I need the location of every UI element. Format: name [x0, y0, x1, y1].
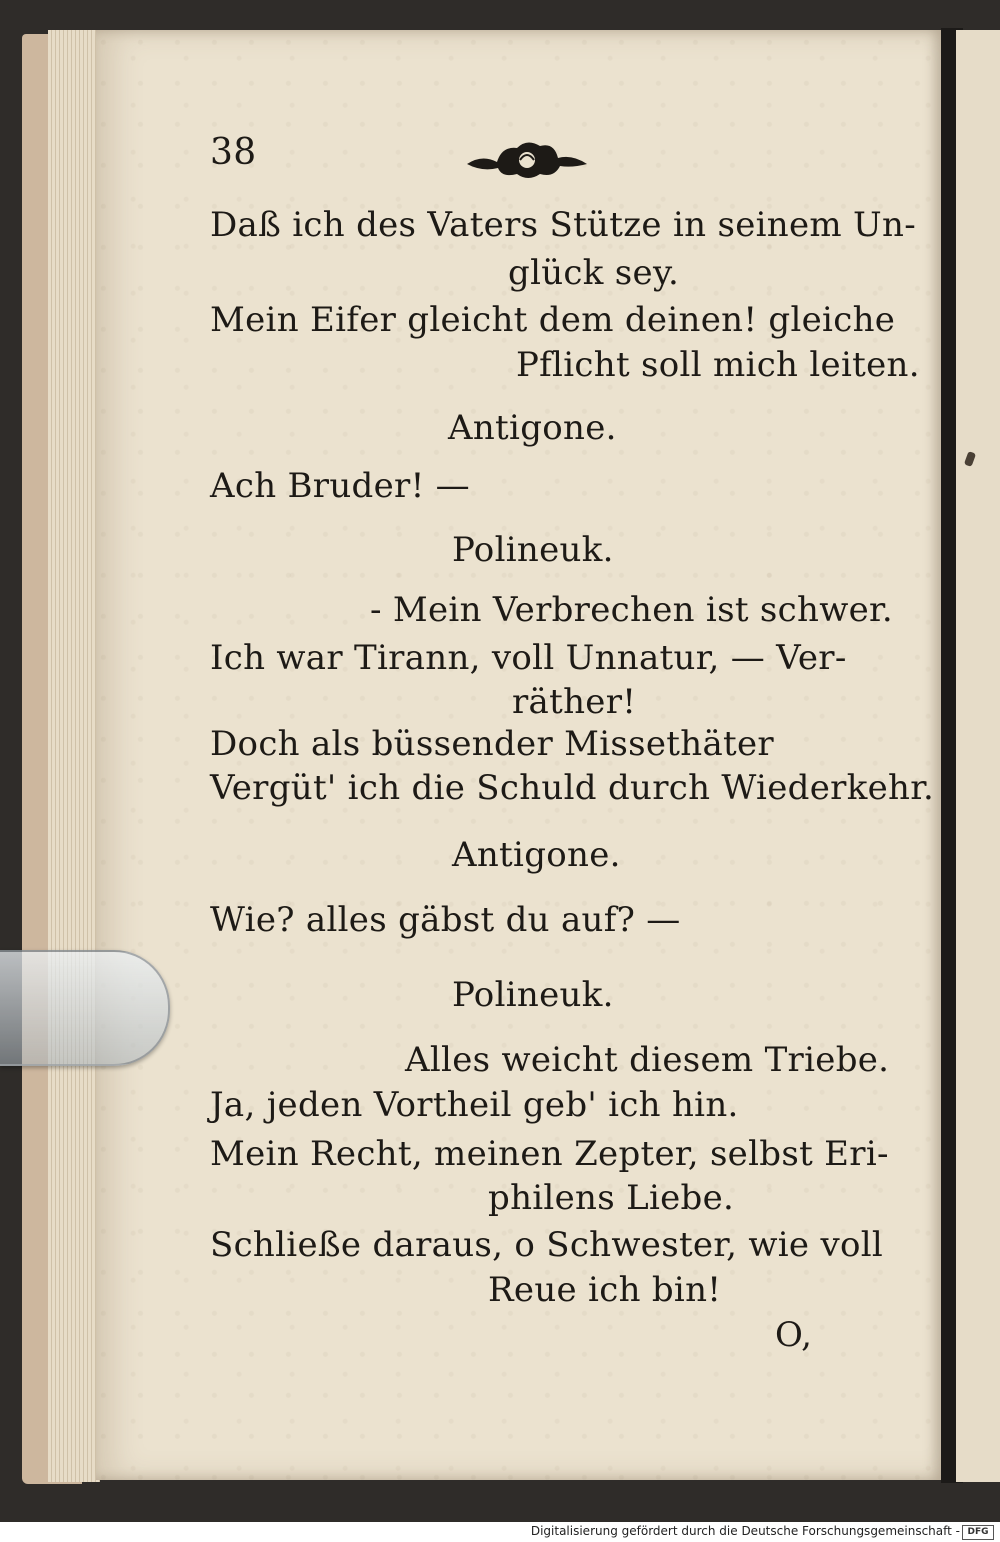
- verse-line: räther!: [512, 682, 637, 722]
- verse-line: Mein Eifer gleicht dem deinen! gleiche: [210, 300, 896, 340]
- footer-credit: Digitalisierung gefördert durch die Deutsche Forschungsgemeinschaft -: [530, 1524, 960, 1538]
- verse-line: Vergüt' ich die Schuld durch Wiederkehr.: [210, 768, 935, 808]
- footer-bar: [0, 1522, 1000, 1542]
- speaker-name: Polineuk.: [452, 530, 614, 570]
- verse-line: Schließe daraus, o Schwester, wie voll: [210, 1225, 884, 1265]
- page-edges: [48, 30, 100, 1482]
- printer-ornament-icon: [462, 134, 592, 184]
- speaker-name: Antigone.: [452, 835, 621, 875]
- verse-line: Wie? alles gäbst du auf? —: [210, 900, 681, 940]
- verse-line: - Mein Verbrechen ist schwer.: [370, 590, 893, 630]
- verse-line: Reue ich bin!: [488, 1270, 722, 1310]
- bookmark-clip: [0, 950, 170, 1066]
- verse-line: Doch als büssender Missethäter: [210, 724, 774, 764]
- verse-line: glück sey.: [508, 253, 680, 293]
- page-number: 38: [210, 132, 257, 173]
- facing-page-edge: [956, 30, 1000, 1482]
- verse-line: Mein Recht, meinen Zepter, selbst Eri-: [210, 1134, 889, 1174]
- verse-line: Daß ich des Vaters Stütze in seinem Un-: [210, 205, 916, 245]
- dfg-logo-icon: DFG: [962, 1525, 994, 1540]
- verse-line: Ja, jeden Vortheil geb' ich hin.: [210, 1085, 739, 1125]
- speaker-name: Polineuk.: [452, 975, 614, 1015]
- verse-line: Alles weicht diesem Triebe.: [405, 1040, 890, 1080]
- speaker-name: Antigone.: [448, 408, 617, 448]
- verse-line: Pflicht soll mich leiten.: [516, 345, 920, 385]
- verse-line: Ach Bruder! —: [210, 466, 470, 506]
- verse-line: philens Liebe.: [488, 1178, 735, 1218]
- catchword: O,: [775, 1315, 813, 1355]
- verse-line: Ich war Tirann, voll Unnatur, — Ver-: [210, 638, 847, 678]
